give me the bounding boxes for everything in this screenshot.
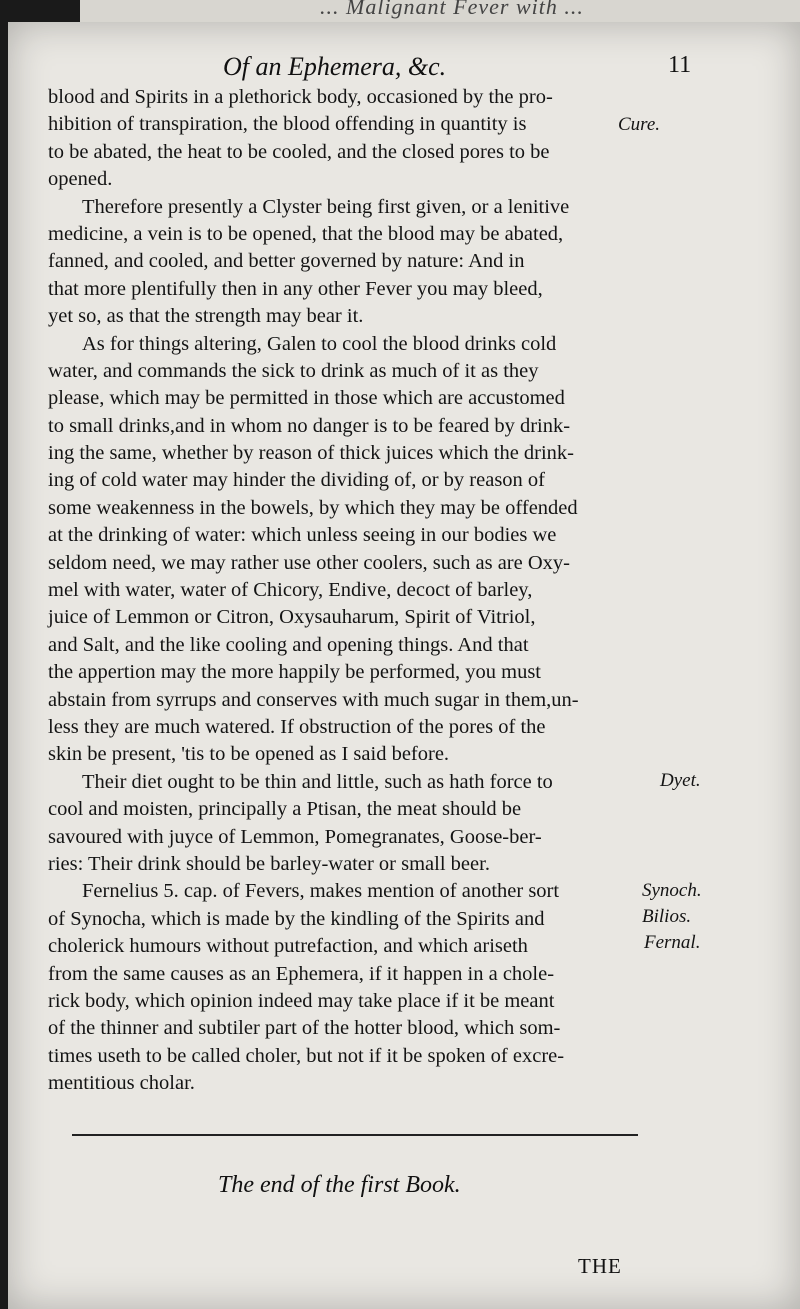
end-of-book-text: The end of the first Book. (218, 1172, 461, 1198)
text-line: times useth to be called choler, but not if it be spoken of excre- (48, 1044, 565, 1067)
paragraph-3 (48, 331, 640, 769)
text-line: water, and commands the sick to drink as much of it as they (48, 359, 539, 382)
text-line: and Salt, and the like cooling and opening things. And that (48, 633, 529, 656)
text-line: at the drinking of water: which unless seeing in our bodies we (48, 524, 557, 547)
margin-note-bilios: Bilios. (642, 906, 692, 927)
book-page (8, 22, 800, 1309)
text-line: skin be present, 'tis to be opened as I said before. (48, 743, 450, 766)
text-line: please, which may be permitted in those which are accustomed (48, 387, 565, 410)
margin-note-cure: Cure. (618, 114, 661, 135)
text-line: juice of Lemmon or Citron, Oxysauharum, Spirit of Vitriol, (48, 606, 536, 629)
text-line: ries: Their drink should be barley-water or small beer. (48, 852, 490, 875)
text-line: As for things altering, Galen to cool the blood drinks cold (82, 332, 557, 355)
text-line: that more plentifully then in any other Fever you may bleed, (48, 277, 543, 300)
page-body (48, 84, 640, 1097)
previous-page-text: ... Malignant Fever with ... (320, 0, 584, 19)
text-line: ing of cold water may hinder the dividing of, or by reason of (48, 469, 545, 492)
text-line: from the same causes as an Ephemera, if it happen in a chole- (48, 962, 555, 985)
page-number: 11 (668, 52, 692, 78)
previous-page-strip (80, 0, 800, 22)
text-line: to be abated, the heat to be cooled, and the closed pores to be (48, 140, 550, 163)
text-line: Therefore presently a Clyster being first given, or a lenitive (82, 195, 570, 218)
text-line: abstain from syrrups and conserves with much sugar in them,un- (48, 688, 579, 711)
catchword: THE (578, 1254, 622, 1278)
margin-note-dyet: Dyet. (660, 770, 701, 791)
text-line: mel with water, water of Chicory, Endive, decoct of barley, (48, 579, 533, 602)
paragraph-2 (48, 194, 640, 331)
text-line: the appertion may the more happily be performed, you must (48, 661, 542, 684)
margin-note-fernal: Fernal. (644, 932, 701, 953)
text-line: hibition of transpiration, the blood offending in quantity is (48, 113, 527, 136)
paragraph-4 (48, 769, 640, 879)
text-line: Their diet ought to be thin and little, such as hath force to (82, 770, 553, 793)
text-line: some weakenness in the bowels, by which they may be offended (48, 496, 578, 519)
text-line: of Synocha, which is made by the kindling of the Spirits and (48, 907, 545, 930)
text-line: opened. (48, 168, 113, 191)
paragraph-1 (48, 84, 640, 194)
text-line: less they are much watered. If obstruction of the pores of the (48, 715, 546, 738)
text-line: fanned, and cooled, and better governed by nature: And in (48, 250, 525, 273)
running-header: Of an Ephemera, &c. (223, 52, 447, 81)
text-line: rick body, which opinion indeed may take place if it be meant (48, 989, 555, 1012)
paragraph-5 (48, 878, 640, 1097)
text-line: mentitious cholar. (48, 1072, 195, 1095)
text-line: savoured with juyce of Lemmon, Pomegranates, Goose-ber- (48, 825, 542, 848)
text-line: Fernelius 5. cap. of Fevers, makes mention of another sort (82, 880, 560, 903)
text-line: medicine, a vein is to be opened, that the blood may be abated, (48, 222, 564, 245)
text-line: cool and moisten, principally a Ptisan, the meat should be (48, 798, 522, 821)
text-line: ing the same, whether by reason of thick juices which the drink- (48, 442, 575, 465)
text-line: yet so, as that the strength may bear it. (48, 305, 364, 328)
text-line: seldom need, we may rather use other coolers, such as are Oxy- (48, 551, 570, 574)
text-line: blood and Spirits in a plethorick body, occasioned by the pro- (48, 86, 553, 108)
text-line: of the thinner and subtiler part of the hotter blood, which som- (48, 1017, 561, 1040)
horizontal-rule (72, 1134, 638, 1136)
text-line: cholerick humours without putrefaction, and which ariseth (48, 935, 528, 958)
margin-note-synoch: Synoch. (642, 880, 702, 901)
text-line: to small drinks,and in whom no danger is to be feared by drink- (48, 414, 571, 437)
